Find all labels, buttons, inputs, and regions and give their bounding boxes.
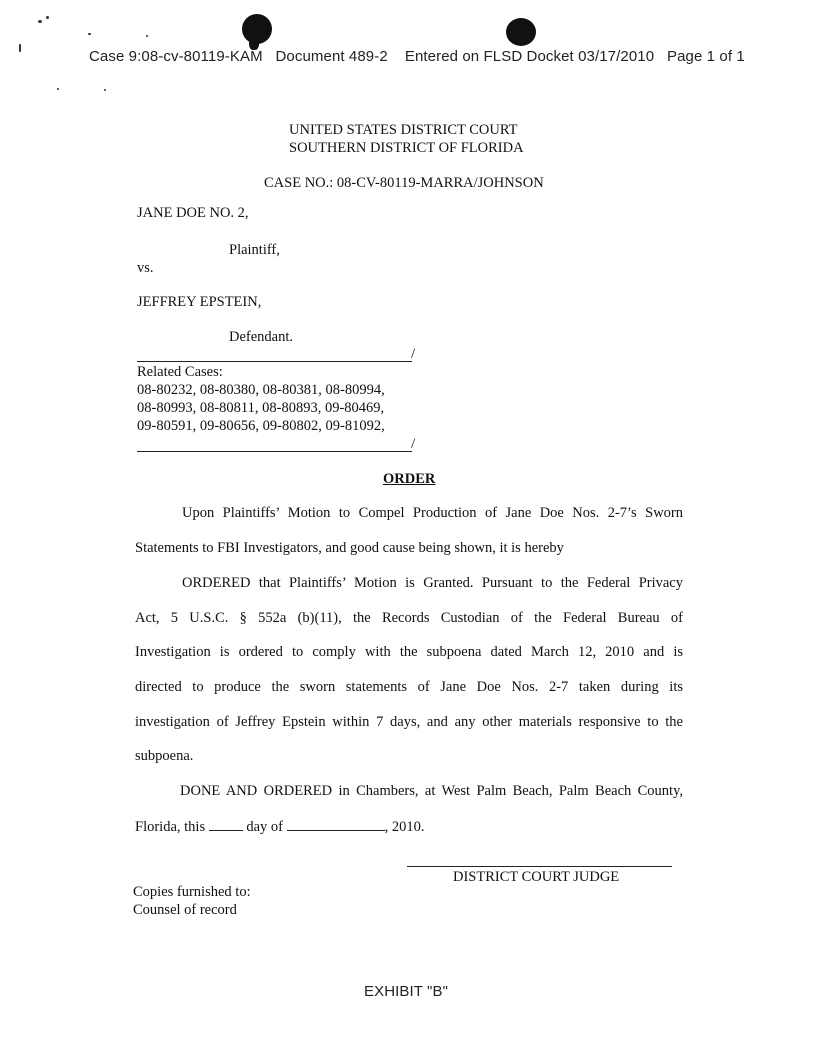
court-district: SOUTHERN DISTRICT OF FLORIDA bbox=[289, 140, 524, 156]
date-suffix: , 2010. bbox=[384, 819, 425, 835]
court-name: UNITED STATES DISTRICT COURT bbox=[289, 122, 518, 138]
caption-rule-bottom bbox=[137, 451, 412, 452]
signature-line bbox=[407, 866, 672, 867]
related-cases-line: 09-80591, 09-80656, 09-80802, 09-81092, bbox=[137, 418, 385, 434]
plaintiff-role: Plaintiff, bbox=[229, 242, 280, 258]
exhibit-label: EXHIBIT "B" bbox=[364, 983, 448, 1000]
copies-recipient: Counsel of record bbox=[133, 902, 237, 918]
ecf-header bbox=[89, 48, 745, 65]
scan-speck bbox=[88, 33, 91, 35]
related-cases-label: Related Cases: bbox=[137, 364, 223, 380]
caption-slash-top: / bbox=[411, 346, 416, 362]
caption-rule-top bbox=[137, 361, 412, 362]
scan-speck bbox=[146, 35, 148, 37]
order-paragraph-line: DONE AND ORDERED in Chambers, at West Palm Beach, Palm Beach County, bbox=[180, 783, 683, 799]
related-cases-line: 08-80232, 08-80380, 08-80381, 08-80994, bbox=[137, 382, 385, 398]
scan-speck bbox=[57, 88, 59, 90]
order-paragraph-line: directed to produce the sworn statements of Jane Doe Nos. 2-7 taken during its bbox=[135, 679, 683, 695]
order-date-line bbox=[135, 818, 424, 836]
defendant-role: Defendant. bbox=[229, 329, 294, 345]
header-document: Document 489-2 bbox=[275, 48, 388, 65]
date-mid: day of bbox=[246, 819, 283, 835]
header-entered: Entered on FLSD Docket 03/17/2010 bbox=[404, 48, 655, 65]
order-paragraph-line: Upon Plaintiffs’ Motion to Compel Production of Jane Doe Nos. 2-7’s Sworn bbox=[182, 505, 683, 521]
scan-speck bbox=[38, 20, 42, 23]
punch-hole-mark-right bbox=[506, 18, 536, 46]
versus: vs. bbox=[137, 260, 154, 276]
copies-furnished: Copies furnished to: bbox=[133, 884, 251, 900]
order-paragraph-line: ORDERED that Plaintiffs’ Motion is Granted. Pursuant to the Federal Privacy bbox=[182, 575, 683, 591]
caption-slash-bottom: / bbox=[411, 436, 416, 452]
order-paragraph-line: subpoena. bbox=[135, 748, 194, 764]
defendant-name: JEFFREY EPSTEIN, bbox=[137, 294, 262, 310]
order-paragraph-line: Act, 5 U.S.C. § 552a (b)(11), the Records Custodian of the Federal Bureau of bbox=[135, 610, 683, 626]
date-prefix: Florida, this bbox=[135, 819, 206, 835]
related-cases-line: 08-80993, 08-80811, 08-80893, 09-80469, bbox=[137, 400, 385, 416]
plaintiff-name: JANE DOE NO. 2, bbox=[137, 205, 249, 221]
header-case-ref: Case 9:08-cv-80119-KAM bbox=[89, 48, 263, 65]
order-paragraph-line: Statements to FBI Investigators, and good cause being shown, it is hereby bbox=[135, 540, 564, 556]
scan-speck bbox=[104, 89, 106, 91]
header-page: Page 1 of 1 bbox=[666, 48, 745, 65]
signature-label: DISTRICT COURT JUDGE bbox=[453, 869, 620, 885]
scan-speck bbox=[19, 44, 21, 52]
month-blank bbox=[287, 818, 385, 831]
order-title: ORDER bbox=[383, 471, 436, 487]
order-paragraph-line: Investigation is ordered to comply with the subpoena dated March 12, 2010 and is bbox=[135, 644, 683, 660]
case-number: CASE NO.: 08-CV-80119-MARRA/JOHNSON bbox=[264, 175, 544, 191]
order-paragraph-line: investigation of Jeffrey Epstein within 7 days, and any other materials responsive to the bbox=[135, 714, 683, 730]
day-blank bbox=[209, 818, 243, 831]
scan-speck bbox=[46, 16, 49, 19]
